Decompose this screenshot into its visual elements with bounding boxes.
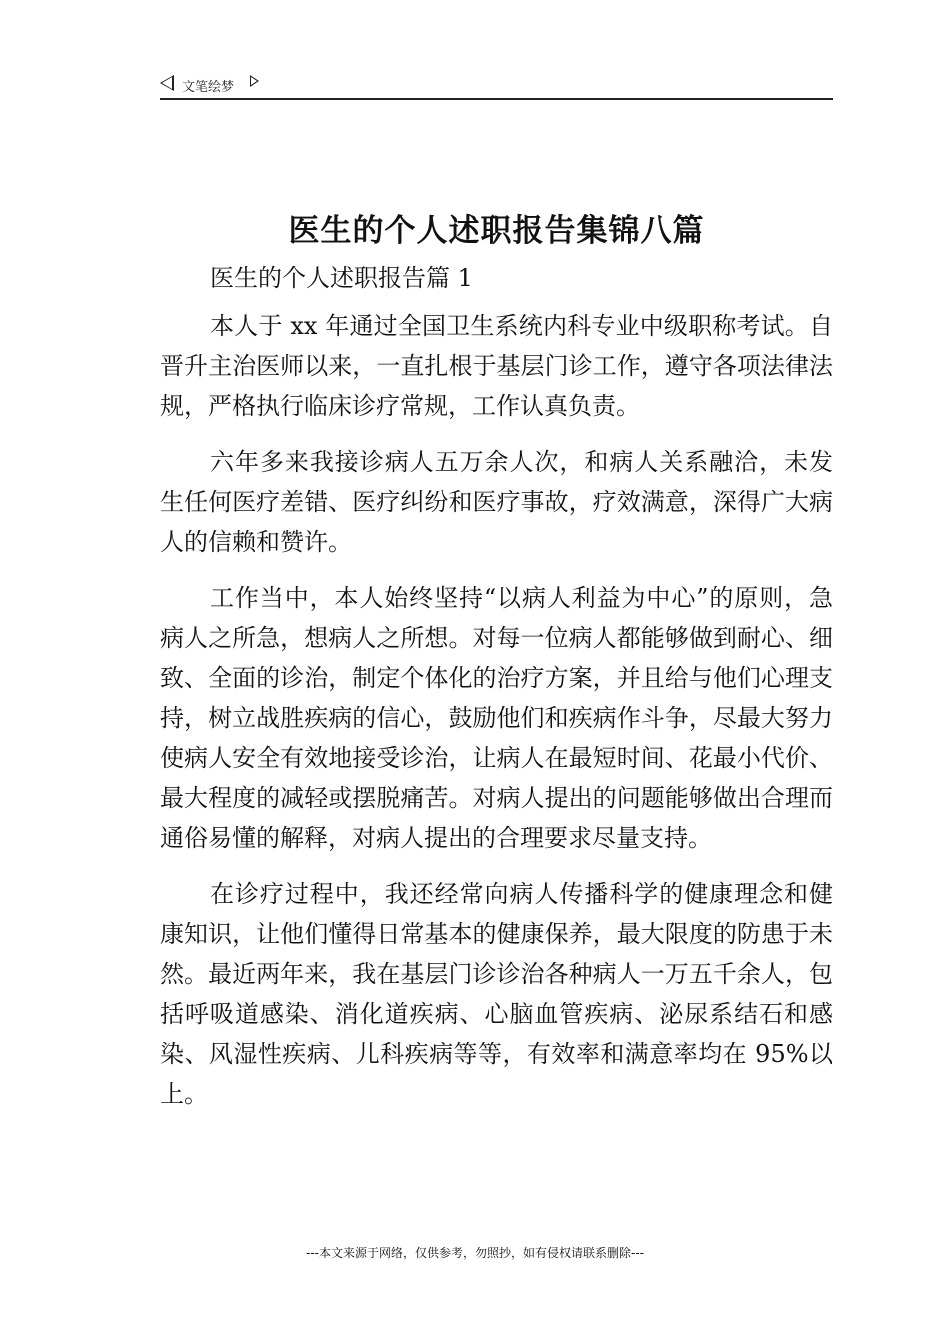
left-triangle-icon bbox=[160, 75, 174, 91]
right-triangle-icon bbox=[250, 75, 259, 87]
footer-disclaimer: ---本文来源于网络，仅供参考，勿照抄，如有侵权请联系删除--- bbox=[306, 1246, 644, 1260]
header-brand: 文笔绘梦 bbox=[182, 80, 235, 95]
section-title: 医生的个人述职报告篇 1 bbox=[210, 264, 473, 292]
paragraph: 本人于 xx 年通过全国卫生系统内科专业中级职称考试。自晋升主治医师以来，一直扎根于基层门诊工作，遵守各项法律法规，严格执行临床诊疗常规，工作认真负责。 bbox=[160, 312, 833, 420]
document-title: 医生的个人述职报告集锦八篇 bbox=[288, 213, 705, 249]
document-body bbox=[160, 258, 833, 1130]
paragraph: 六年多来我接诊病人五万余人次，和病人关系融洽，未发生任何医疗差错、医疗纠纷和医疗事故，疗效满意，深得广大病人的信赖和赞许。 bbox=[160, 448, 833, 556]
paragraph: 工作当中，本人始终坚持“以病人利益为中心”的原则，急病人之所急，想病人之所想。对每一位病人都能够做到耐心、细致、全面的诊治，制定个体化的治疗方案，并且给与他们心理支持，树立战胜疾病的信心，鼓励他们和疾病作斗争，尽最大努力使病人安全有效地接受诊治，让病人在最短时间、花最小代价、最大程度的减轻或摆脱痛苦。对病人提出的问题能够做出合理而通俗易懂的解释，对病人提出的合理要求尽量支持。 bbox=[160, 584, 833, 852]
page-header bbox=[160, 72, 833, 100]
paragraph: 在诊疗过程中，我还经常向病人传播科学的健康理念和健康知识，让他们懂得日常基本的健康保养，最大限度的防患于未然。最近两年来，我在基层门诊诊治各种病人一万五千余人，包括呼吸道感染、消化道疾病、心脑血管疾病、泌尿系结石和感染、风湿性疾病、儿科疾病等等，有效率和满意率均在 95%以上。 bbox=[160, 880, 833, 1108]
